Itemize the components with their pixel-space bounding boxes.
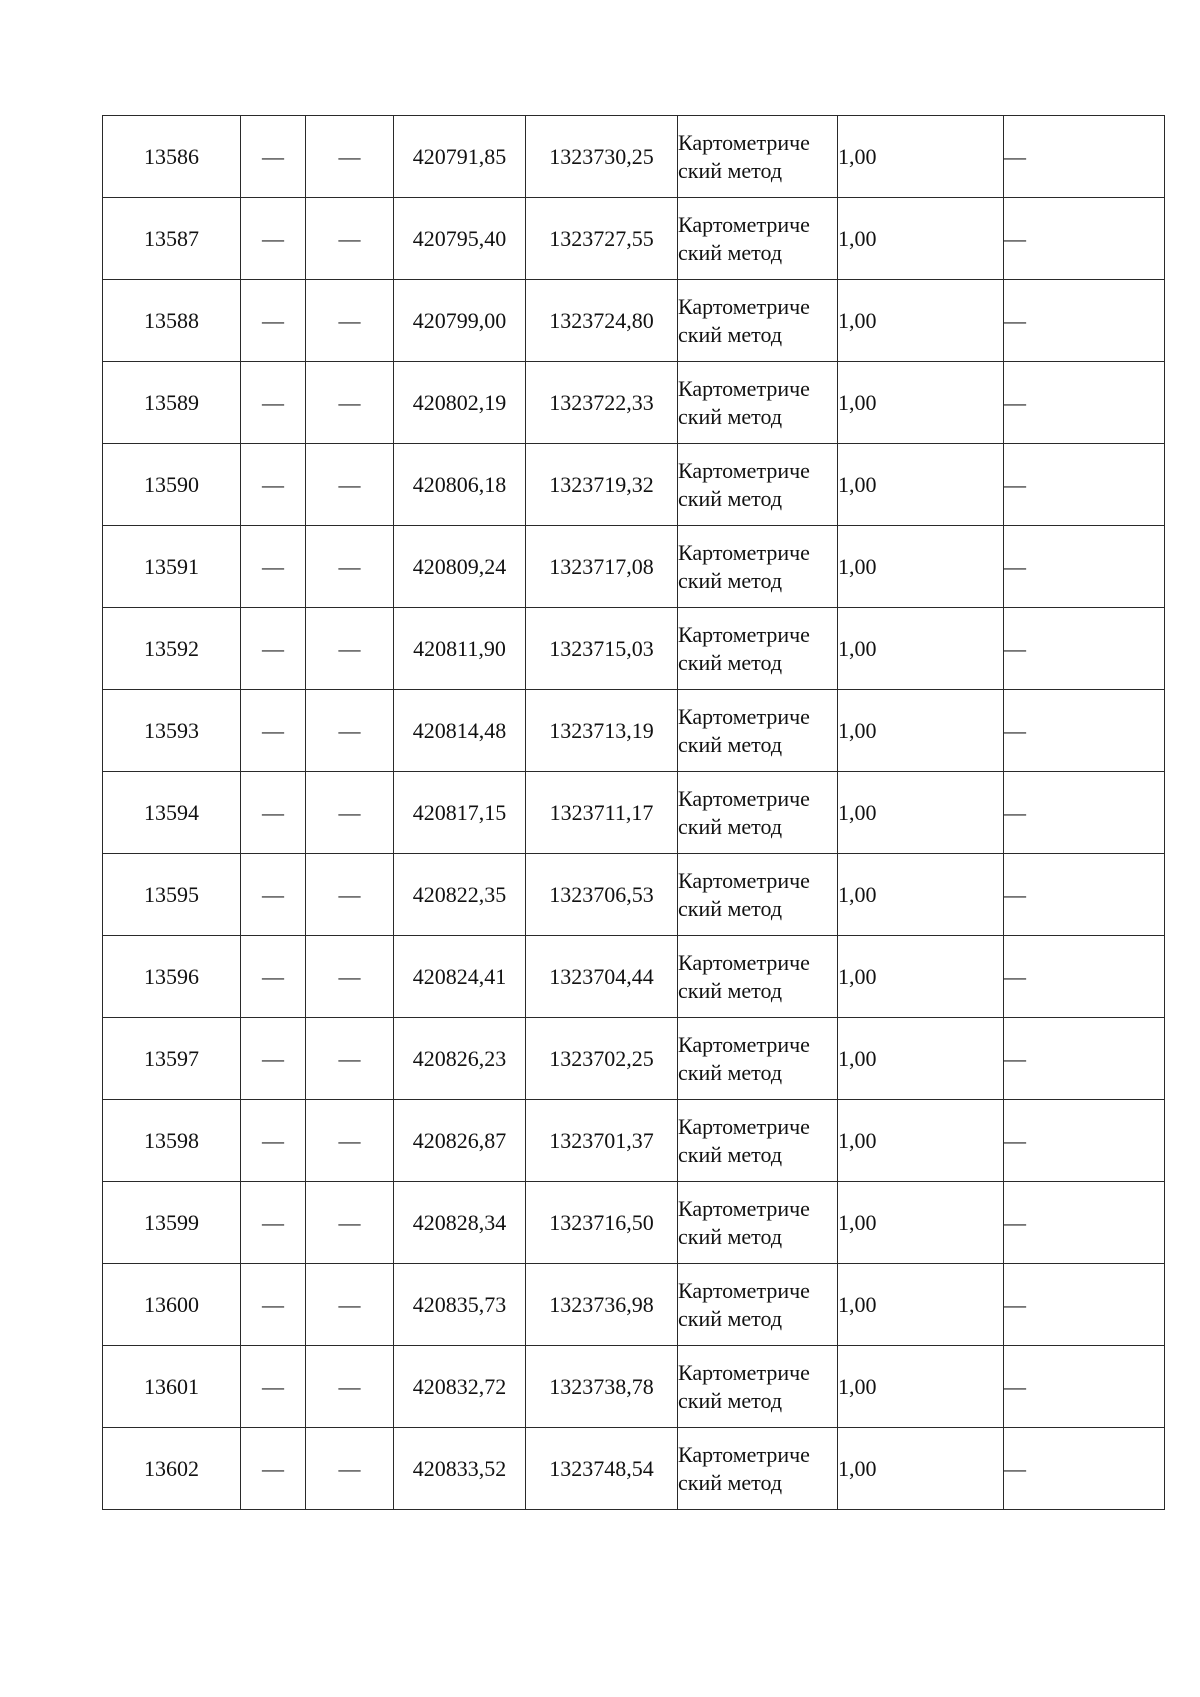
dash-text: — — [1004, 1373, 1026, 1399]
dash-text: — — [262, 799, 284, 825]
description-cell — [1004, 1182, 1165, 1264]
accuracy-cell — [838, 1018, 1004, 1100]
dash-text: — — [262, 635, 284, 661]
method-text: Картометрический метод — [678, 1195, 810, 1249]
y-coordinate-cell — [526, 1182, 678, 1264]
empty-dash-cell — [241, 1346, 306, 1428]
x-text: 420828,34 — [412, 1209, 507, 1235]
x-coordinate-cell — [394, 690, 526, 772]
point-text: 13587 — [144, 225, 199, 251]
empty-dash-cell — [306, 444, 394, 526]
point-text: 13601 — [144, 1373, 199, 1399]
empty-dash-cell — [241, 116, 306, 198]
accuracy-cell — [838, 772, 1004, 854]
x-coordinate-cell — [394, 362, 526, 444]
point-number-cell — [103, 772, 241, 854]
accuracy-cell — [838, 854, 1004, 936]
dash-text: — — [338, 389, 361, 415]
y-text: 1323716,50 — [549, 1209, 654, 1235]
description-cell — [1004, 772, 1165, 854]
x-text: 420799,00 — [412, 307, 507, 333]
x-coordinate-cell — [394, 1182, 526, 1264]
accuracy-cell — [838, 444, 1004, 526]
x-text: 420795,40 — [412, 225, 507, 251]
y-text: 1323711,17 — [549, 799, 654, 825]
method-text: Картометрический метод — [678, 211, 810, 265]
empty-dash-cell — [241, 1264, 306, 1346]
dash-text: — — [262, 963, 284, 989]
method-cell — [678, 854, 838, 936]
description-cell — [1004, 444, 1165, 526]
dash-text: — — [338, 717, 361, 743]
empty-dash-cell — [306, 1264, 394, 1346]
x-text: 420832,72 — [412, 1373, 507, 1399]
dash-text: — — [338, 553, 361, 579]
table-row — [103, 116, 1165, 198]
empty-dash-cell — [241, 772, 306, 854]
x-coordinate-cell — [394, 116, 526, 198]
y-coordinate-cell — [526, 280, 678, 362]
dash-text: — — [262, 1455, 284, 1481]
method-cell — [678, 1346, 838, 1428]
method-text: Картометрический метод — [678, 1441, 810, 1495]
dash-text: — — [338, 799, 361, 825]
empty-dash-cell — [306, 116, 394, 198]
x-coordinate-cell — [394, 1018, 526, 1100]
dash-text: — — [262, 1209, 284, 1235]
point-text: 13591 — [144, 553, 199, 579]
table-row — [103, 1018, 1165, 1100]
point-number-cell — [103, 1182, 241, 1264]
y-coordinate-cell — [526, 362, 678, 444]
point-text: 13590 — [144, 471, 199, 497]
empty-dash-cell — [306, 1428, 394, 1510]
method-cell — [678, 526, 838, 608]
empty-dash-cell — [241, 690, 306, 772]
empty-dash-cell — [241, 526, 306, 608]
point-number-cell — [103, 1100, 241, 1182]
method-text: Картометрический метод — [678, 785, 810, 839]
empty-dash-cell — [306, 690, 394, 772]
dash-text: — — [262, 1127, 284, 1153]
y-text: 1323706,53 — [549, 881, 654, 907]
empty-dash-cell — [306, 936, 394, 1018]
point-number-cell — [103, 280, 241, 362]
dash-text: — — [1004, 1127, 1026, 1153]
empty-dash-cell — [306, 1346, 394, 1428]
table-row — [103, 936, 1165, 1018]
dash-text: — — [262, 1291, 284, 1317]
accuracy-cell — [838, 1100, 1004, 1182]
x-coordinate-cell — [394, 444, 526, 526]
dash-text: — — [262, 389, 284, 415]
y-coordinate-cell — [526, 1018, 678, 1100]
dash-text: — — [1004, 635, 1026, 661]
table-body — [103, 116, 1165, 1510]
point-number-cell — [103, 198, 241, 280]
description-cell — [1004, 1018, 1165, 1100]
accuracy-text: 1,00 — [838, 635, 877, 661]
empty-dash-cell — [241, 1428, 306, 1510]
dash-text: — — [262, 717, 284, 743]
x-text: 420826,87 — [412, 1127, 507, 1153]
accuracy-cell — [838, 362, 1004, 444]
table-row — [103, 1346, 1165, 1428]
x-text: 420811,90 — [413, 635, 506, 661]
accuracy-cell — [838, 1428, 1004, 1510]
dash-text: — — [338, 307, 361, 333]
y-text: 1323717,08 — [549, 553, 654, 579]
y-coordinate-cell — [526, 1100, 678, 1182]
description-cell — [1004, 608, 1165, 690]
empty-dash-cell — [241, 1018, 306, 1100]
x-text: 420802,19 — [412, 389, 507, 415]
empty-dash-cell — [306, 772, 394, 854]
dash-text: — — [1004, 717, 1026, 743]
method-cell — [678, 608, 838, 690]
x-coordinate-cell — [394, 1100, 526, 1182]
method-cell — [678, 280, 838, 362]
accuracy-text: 1,00 — [838, 1291, 877, 1317]
dash-text: — — [1004, 143, 1026, 169]
x-text: 420809,24 — [412, 553, 507, 579]
empty-dash-cell — [241, 362, 306, 444]
table-row — [103, 608, 1165, 690]
table-row — [103, 362, 1165, 444]
dash-text: — — [1004, 389, 1026, 415]
accuracy-cell — [838, 1346, 1004, 1428]
method-text: Картометрический метод — [678, 129, 810, 183]
description-cell — [1004, 526, 1165, 608]
description-cell — [1004, 280, 1165, 362]
x-text: 420833,52 — [412, 1455, 507, 1481]
y-coordinate-cell — [526, 198, 678, 280]
table-row — [103, 526, 1165, 608]
dash-text: — — [338, 635, 361, 661]
point-text: 13595 — [144, 881, 199, 907]
point-text: 13600 — [144, 1291, 199, 1317]
y-text: 1323738,78 — [549, 1373, 654, 1399]
accuracy-cell — [838, 936, 1004, 1018]
method-cell — [678, 116, 838, 198]
dash-text: — — [338, 963, 361, 989]
y-coordinate-cell — [526, 936, 678, 1018]
point-text: 13589 — [144, 389, 199, 415]
dash-text: — — [338, 881, 361, 907]
dash-text: — — [262, 225, 284, 251]
coordinates-table — [102, 115, 1165, 1510]
dash-text: — — [338, 1291, 361, 1317]
dash-text: — — [262, 881, 284, 907]
table-row — [103, 280, 1165, 362]
accuracy-cell — [838, 608, 1004, 690]
accuracy-text: 1,00 — [838, 1209, 877, 1235]
method-text: Картометрический метод — [678, 375, 810, 429]
x-coordinate-cell — [394, 1428, 526, 1510]
x-text: 420791,85 — [412, 143, 507, 169]
description-cell — [1004, 198, 1165, 280]
table-row — [103, 1182, 1165, 1264]
method-cell — [678, 1428, 838, 1510]
table-row — [103, 772, 1165, 854]
accuracy-cell — [838, 198, 1004, 280]
dash-text: — — [338, 1045, 361, 1071]
point-text: 13593 — [144, 717, 199, 743]
empty-dash-cell — [306, 608, 394, 690]
accuracy-text: 1,00 — [838, 799, 877, 825]
dash-text: — — [338, 225, 361, 251]
table-row — [103, 1100, 1165, 1182]
dash-text: — — [1004, 471, 1026, 497]
x-text: 420817,15 — [412, 799, 507, 825]
dash-text: — — [338, 471, 361, 497]
y-coordinate-cell — [526, 1264, 678, 1346]
point-text: 13599 — [144, 1209, 199, 1235]
point-text: 13598 — [144, 1127, 199, 1153]
y-text: 1323727,55 — [549, 225, 654, 251]
dash-text: — — [1004, 225, 1026, 251]
method-text: Картометрический метод — [678, 1113, 810, 1167]
point-text: 13592 — [144, 635, 199, 661]
accuracy-text: 1,00 — [838, 717, 877, 743]
method-cell — [678, 198, 838, 280]
dash-text: — — [1004, 553, 1026, 579]
dash-text: — — [338, 1127, 361, 1153]
point-text: 13596 — [144, 963, 199, 989]
method-text: Картометрический метод — [678, 1031, 810, 1085]
table-row — [103, 1264, 1165, 1346]
dash-text: — — [338, 1455, 361, 1481]
y-text: 1323719,32 — [549, 471, 654, 497]
empty-dash-cell — [241, 936, 306, 1018]
method-cell — [678, 936, 838, 1018]
x-text: 420814,48 — [412, 717, 507, 743]
point-number-cell — [103, 1018, 241, 1100]
method-cell — [678, 362, 838, 444]
method-cell — [678, 1182, 838, 1264]
y-coordinate-cell — [526, 1346, 678, 1428]
dash-text: — — [1004, 881, 1026, 907]
x-coordinate-cell — [394, 280, 526, 362]
y-text: 1323730,25 — [549, 143, 654, 169]
description-cell — [1004, 1100, 1165, 1182]
x-coordinate-cell — [394, 1346, 526, 1428]
empty-dash-cell — [306, 362, 394, 444]
dash-text: — — [1004, 1209, 1026, 1235]
accuracy-cell — [838, 1182, 1004, 1264]
y-text: 1323702,25 — [549, 1045, 654, 1071]
y-coordinate-cell — [526, 1428, 678, 1510]
point-number-cell — [103, 116, 241, 198]
y-coordinate-cell — [526, 526, 678, 608]
empty-dash-cell — [306, 1100, 394, 1182]
point-number-cell — [103, 1346, 241, 1428]
description-cell — [1004, 1264, 1165, 1346]
accuracy-text: 1,00 — [838, 553, 877, 579]
y-coordinate-cell — [526, 608, 678, 690]
accuracy-cell — [838, 116, 1004, 198]
y-coordinate-cell — [526, 854, 678, 936]
accuracy-text: 1,00 — [838, 1455, 877, 1481]
x-text: 420835,73 — [412, 1291, 507, 1317]
method-cell — [678, 444, 838, 526]
point-number-cell — [103, 690, 241, 772]
dash-text: — — [262, 143, 284, 169]
point-text: 13602 — [144, 1455, 199, 1481]
empty-dash-cell — [241, 444, 306, 526]
dash-text: — — [1004, 307, 1026, 333]
point-text: 13594 — [144, 799, 199, 825]
empty-dash-cell — [241, 280, 306, 362]
accuracy-text: 1,00 — [838, 881, 877, 907]
x-coordinate-cell — [394, 1264, 526, 1346]
y-text: 1323736,98 — [549, 1291, 654, 1317]
dash-text: — — [262, 1045, 284, 1071]
dash-text: — — [1004, 1045, 1026, 1071]
table-row — [103, 690, 1165, 772]
method-text: Картометрический метод — [678, 703, 810, 757]
y-text: 1323713,19 — [549, 717, 654, 743]
method-text: Картометрический метод — [678, 949, 810, 1003]
point-number-cell — [103, 1428, 241, 1510]
dash-text: — — [1004, 1291, 1026, 1317]
empty-dash-cell — [306, 526, 394, 608]
x-text: 420806,18 — [412, 471, 507, 497]
empty-dash-cell — [241, 608, 306, 690]
description-cell — [1004, 1346, 1165, 1428]
description-cell — [1004, 936, 1165, 1018]
table-row — [103, 854, 1165, 936]
method-cell — [678, 1018, 838, 1100]
table-row — [103, 444, 1165, 526]
empty-dash-cell — [306, 1018, 394, 1100]
accuracy-text: 1,00 — [838, 1373, 877, 1399]
dash-text: — — [262, 1373, 284, 1399]
point-text: 13588 — [144, 307, 199, 333]
y-coordinate-cell — [526, 690, 678, 772]
y-text: 1323701,37 — [549, 1127, 654, 1153]
empty-dash-cell — [241, 1182, 306, 1264]
method-text: Картометрический метод — [678, 539, 810, 593]
point-number-cell — [103, 444, 241, 526]
dash-text: — — [1004, 799, 1026, 825]
description-cell — [1004, 116, 1165, 198]
method-text: Картометрический метод — [678, 1277, 810, 1331]
method-text: Картометрический метод — [678, 457, 810, 511]
accuracy-text: 1,00 — [838, 225, 877, 251]
empty-dash-cell — [306, 198, 394, 280]
x-coordinate-cell — [394, 772, 526, 854]
accuracy-cell — [838, 526, 1004, 608]
x-coordinate-cell — [394, 608, 526, 690]
point-number-cell — [103, 362, 241, 444]
accuracy-text: 1,00 — [838, 389, 877, 415]
x-coordinate-cell — [394, 198, 526, 280]
dash-text: — — [262, 553, 284, 579]
x-text: 420824,41 — [412, 963, 507, 989]
y-text: 1323748,54 — [549, 1455, 654, 1481]
point-number-cell — [103, 854, 241, 936]
empty-dash-cell — [306, 280, 394, 362]
dash-text: — — [338, 143, 361, 169]
method-cell — [678, 1264, 838, 1346]
x-text: 420822,35 — [412, 881, 507, 907]
point-number-cell — [103, 526, 241, 608]
accuracy-text: 1,00 — [838, 143, 877, 169]
empty-dash-cell — [241, 854, 306, 936]
y-text: 1323704,44 — [549, 963, 654, 989]
point-number-cell — [103, 608, 241, 690]
dash-text: — — [338, 1209, 361, 1235]
table-row — [103, 1428, 1165, 1510]
x-coordinate-cell — [394, 936, 526, 1018]
dash-text: — — [1004, 1455, 1026, 1481]
dash-text: — — [1004, 963, 1026, 989]
accuracy-cell — [838, 1264, 1004, 1346]
empty-dash-cell — [241, 198, 306, 280]
accuracy-cell — [838, 280, 1004, 362]
point-number-cell — [103, 936, 241, 1018]
accuracy-text: 1,00 — [838, 963, 877, 989]
x-coordinate-cell — [394, 526, 526, 608]
accuracy-text: 1,00 — [838, 1045, 877, 1071]
x-text: 420826,23 — [412, 1045, 507, 1071]
accuracy-text: 1,00 — [838, 471, 877, 497]
point-text: 13597 — [144, 1045, 199, 1071]
method-text: Картометрический метод — [678, 293, 810, 347]
dash-text: — — [262, 471, 284, 497]
accuracy-cell — [838, 690, 1004, 772]
method-cell — [678, 1100, 838, 1182]
empty-dash-cell — [241, 1100, 306, 1182]
empty-dash-cell — [306, 854, 394, 936]
y-coordinate-cell — [526, 444, 678, 526]
description-cell — [1004, 690, 1165, 772]
description-cell — [1004, 854, 1165, 936]
method-text: Картометрический метод — [678, 621, 810, 675]
dash-text: — — [338, 1373, 361, 1399]
dash-text: — — [262, 307, 284, 333]
method-cell — [678, 690, 838, 772]
method-text: Картометрический метод — [678, 1359, 810, 1413]
accuracy-text: 1,00 — [838, 307, 877, 333]
y-coordinate-cell — [526, 772, 678, 854]
x-coordinate-cell — [394, 854, 526, 936]
y-coordinate-cell — [526, 116, 678, 198]
description-cell — [1004, 362, 1165, 444]
y-text: 1323724,80 — [549, 307, 654, 333]
empty-dash-cell — [306, 1182, 394, 1264]
description-cell — [1004, 1428, 1165, 1510]
point-text: 13586 — [144, 143, 199, 169]
y-text: 1323715,03 — [549, 635, 654, 661]
accuracy-text: 1,00 — [838, 1127, 877, 1153]
y-text: 1323722,33 — [549, 389, 654, 415]
table-row — [103, 198, 1165, 280]
point-number-cell — [103, 1264, 241, 1346]
method-text: Картометрический метод — [678, 867, 810, 921]
method-cell — [678, 772, 838, 854]
